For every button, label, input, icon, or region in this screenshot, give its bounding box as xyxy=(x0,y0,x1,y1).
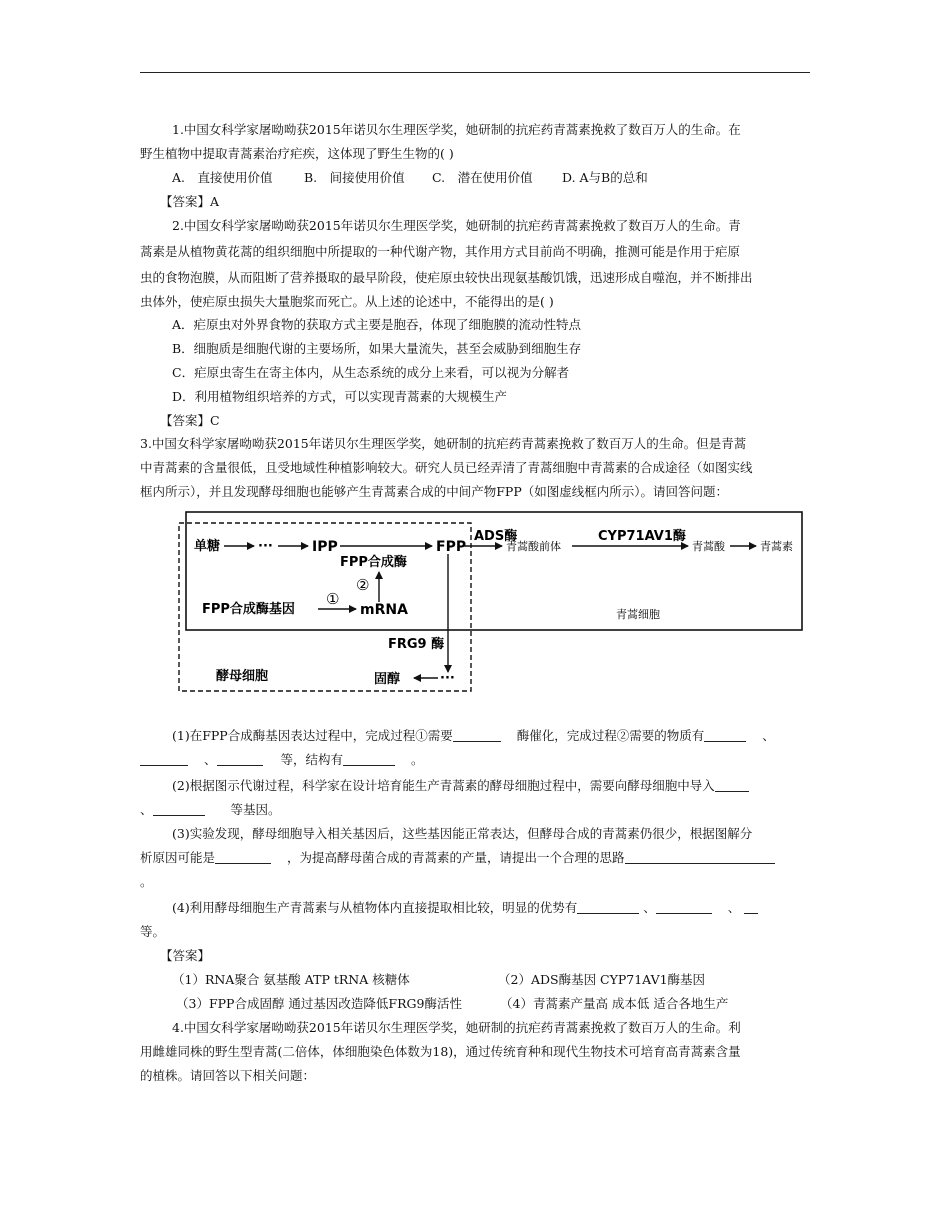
q3-sub2-line1 xyxy=(172,774,812,798)
acid-label: 青蒿酸 xyxy=(692,540,725,553)
q3-sub4-line1 xyxy=(172,896,812,920)
q2-option-c: C．疟原虫寄生在寄主体内，从生态系统的成分上来看，可以视为分解者 xyxy=(172,365,570,380)
artemisinin-label: 青蒿素 xyxy=(760,540,793,553)
q2-option-b: B．细胞质是细胞代谢的主要场所，如果大量流失，甚至会威胁到细胞生存 xyxy=(172,341,582,356)
sterol-label: 固醇 xyxy=(374,672,401,687)
q3-line3: 框内所示），并且发现酵母细胞也能够产生青蒿素合成的中间产物FPP（如图虚线框内所示）。请回答问题： xyxy=(140,484,728,499)
yeast-cell-label: 酵母细胞 xyxy=(216,669,269,684)
q3-answer-1: （1）RNA聚合 氨基酸 ATP tRNA 核糖体 xyxy=(172,972,410,987)
q3-sub1-text-f: 。 xyxy=(411,752,424,767)
q2-line4: 虫体外，使疟原虫损失大量胞浆而死亡。从上述的论述中，不能得出的是( ) xyxy=(140,294,554,309)
cyp-label: CYP71AV1酶 xyxy=(598,529,686,544)
q3-line2: 中青蒿素的含量很低，且受地域性种植影响较大。研究人员已经弄清了青蒿细胞中青蒿素的合成途径（如图实线 xyxy=(140,460,753,475)
mrna-label: mRNA xyxy=(360,602,408,618)
q3-sub1-text-e: 等，结构有 xyxy=(280,752,344,767)
q4-line2: 用雌雄同株的野生型青蒿(二倍体，体细胞染色体数为18)，通过传统育种和现代生物技术可培育高青蒿素含量 xyxy=(140,1044,741,1059)
answer-blank[interactable] xyxy=(343,751,395,766)
circle-1-label: ① xyxy=(326,590,340,608)
q2-line1: 2.中国女科学家屠呦呦获2015年诺贝尔生理医学奖，她研制的抗疟药青蒿素挽救了数百万人的生命。青 xyxy=(172,218,741,233)
q3-answer-4: （4）青蒿素产量高 成本低 适合各地生产 xyxy=(500,996,729,1011)
answer-blank[interactable] xyxy=(140,751,188,766)
q2-option-d: D．利用植物组织培养的方式，可以实现青蒿素的大规模生产 xyxy=(172,389,508,404)
q2-line3: 虫的食物泡膜，从而阻断了营养摄取的最早阶段，使疟原虫较快出现氨基酸饥饿，迅速形成自噬泡，并不断排出 xyxy=(140,270,753,285)
q1-answer: 【答案】A xyxy=(160,194,220,209)
q3-sub4-text-a: (4)利用酵母细胞生产青蒿素与从植物体内直接提取相比较，明显的优势有 xyxy=(172,900,578,915)
answer-blank[interactable] xyxy=(215,849,271,864)
q4-line3: 的植株。请回答以下相关问题： xyxy=(140,1068,316,1083)
q3-sub1-text-b: 酶催化，完成过程②需要的物质有 xyxy=(516,728,705,743)
answer-blank[interactable] xyxy=(744,899,758,914)
answer-blank[interactable] xyxy=(153,801,205,816)
answer-blank[interactable] xyxy=(217,751,263,766)
q3-sub2-text-b: 、 xyxy=(140,802,153,817)
pathway-diagram xyxy=(176,506,806,696)
q3-sub4-line2: 等。 xyxy=(140,924,166,939)
precursor-label: 青蒿酸前体 xyxy=(506,540,561,553)
ipp-label: IPP xyxy=(312,539,338,555)
q1-line1: 1.中国女科学家屠呦呦获2015年诺贝尔生理医学奖，她研制的抗疟药青蒿素挽救了数百万人的生命。在 xyxy=(172,122,741,137)
q3-sub2-text-a: (2)根据图示代谢过程，科学家在设计培育能生产青蒿素的酵母细胞过程中，需要向酵母细胞中导入 xyxy=(172,778,715,793)
q3-sub2-line2 xyxy=(140,798,812,822)
q1-option-d: D. A与B的总和 xyxy=(562,170,648,185)
fpp-label: FPP xyxy=(436,539,467,555)
q3-sub4-text-c: 、 xyxy=(727,900,741,915)
q4-line1: 4.中国女科学家屠呦呦获2015年诺贝尔生理医学奖，她研制的抗疟药青蒿素挽救了数百万人的生命。利 xyxy=(172,1020,741,1035)
q3-sub3-text-c: ，为提高酵母菌合成的青蒿素的产量，请提出一个合理的思路 xyxy=(287,850,625,865)
q3-answer-2: （2）ADS酶基因 CYP71AV1酶基因 xyxy=(498,972,706,987)
q1-options xyxy=(172,166,812,190)
q3-sub3-text-b: 析原因可能是 xyxy=(140,850,216,865)
q1-option-b: B. 间接使用价值 xyxy=(304,170,405,185)
q3-sub1-text-a: (1)在FPP合成酶基因表达过程中，完成过程①需要 xyxy=(172,728,453,743)
q3-sub2-text-c: 等基因。 xyxy=(230,802,281,817)
q3-answer-heading: 【答案】 xyxy=(160,948,211,963)
frg9-label: FRG9 酶 xyxy=(388,637,445,652)
q3-sub3-line3: 。 xyxy=(140,874,153,889)
sugar-label: 单糖 xyxy=(194,539,221,554)
q2-option-a: A．疟原虫对外界食物的获取方式主要是胞吞，体现了细胞膜的流动性特点 xyxy=(172,317,582,332)
artemisia-cell-label: 青蒿细胞 xyxy=(616,608,660,621)
q3-sub3-line1: (3)实验发现，酵母细胞导入相关基因后，这些基因能正常表达，但酵母合成的青蒿素仍很少，根据图解分 xyxy=(172,826,753,841)
q3-sub4-text-b: 、 xyxy=(643,900,656,915)
header-rule xyxy=(140,72,810,73)
answer-blank[interactable] xyxy=(577,899,639,914)
gene-label: FPP合成酶基因 xyxy=(202,602,295,617)
circle-2-label: ② xyxy=(356,576,370,594)
q3-sub1-text-c: 、 xyxy=(762,728,775,743)
q3-sub1-line1 xyxy=(172,724,812,748)
answer-blank[interactable] xyxy=(715,777,749,792)
q1-option-c: C. 潜在使用价值 xyxy=(432,170,533,185)
q3-sub1-text-d: 、 xyxy=(204,752,217,767)
answer-blank[interactable] xyxy=(704,727,746,742)
q2-answer: 【答案】C xyxy=(160,413,220,428)
dots-label-1: ··· xyxy=(258,539,273,554)
q3-sub3-line2 xyxy=(140,846,812,870)
q3-answer-3: （3）FPP合成固醇 通过基因改造降低FRG9酶活性 xyxy=(176,996,462,1011)
answer-blank[interactable] xyxy=(453,727,501,742)
fpp-enzyme-label: FPP合成酶 xyxy=(340,555,407,570)
answer-blank[interactable] xyxy=(656,899,712,914)
q3-line1: 3.中国女科学家屠呦呦获2015年诺贝尔生理医学奖，她研制的抗疟药青蒿素挽救了数百万人的生命。但是青蒿 xyxy=(140,436,747,451)
ads-label: ADS酶 xyxy=(474,529,518,544)
q1-line2: 野生植物中提取青蒿素治疗疟疾，这体现了野生生物的( ) xyxy=(140,146,454,161)
dots-label-2: ··· xyxy=(440,671,455,686)
answer-blank[interactable] xyxy=(625,849,775,864)
q3-sub1-line2 xyxy=(140,748,812,772)
q1-option-a: A. 直接使用价值 xyxy=(172,170,273,185)
q2-line2: 蒿素是从植物黄花蒿的组织细胞中所提取的一种代谢产物，其作用方式目前尚不明确，推测可能是作用于疟原 xyxy=(140,244,741,259)
